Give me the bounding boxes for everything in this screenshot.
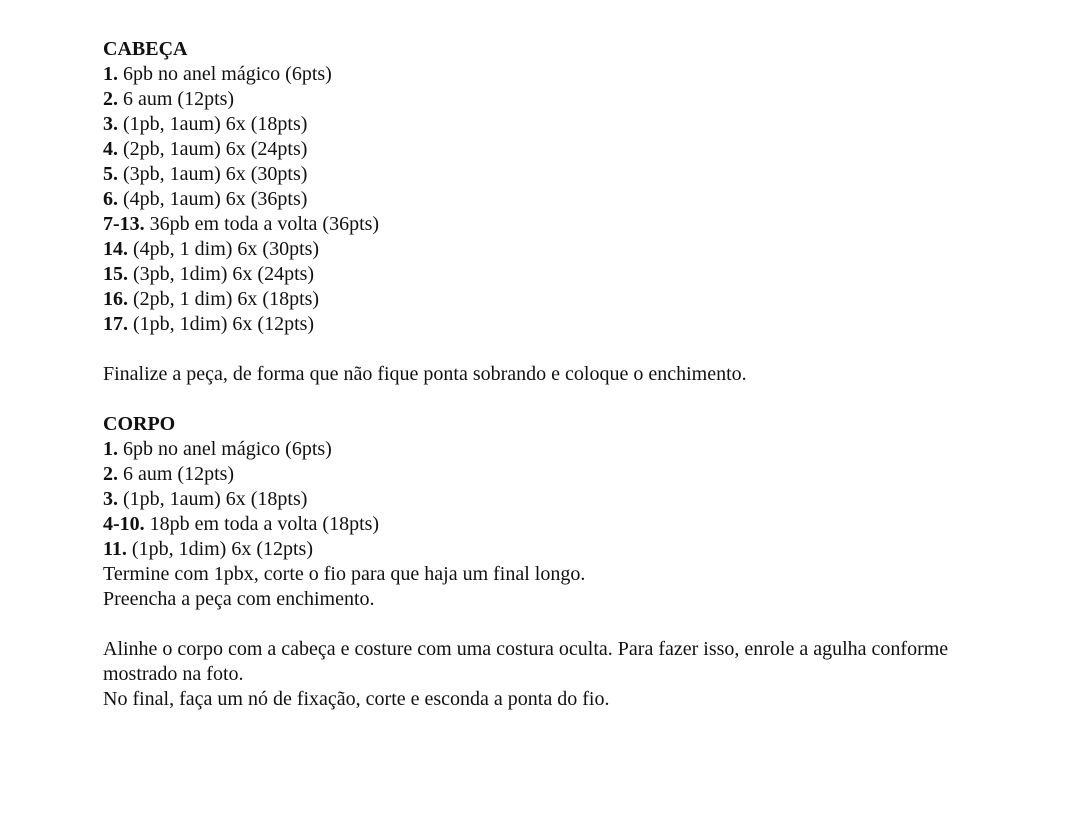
corpo-round-3 [103,487,1003,512]
corpo-round-11 [103,537,1003,562]
round-instruction: 6 aum (12pts) [118,88,235,110]
spacer [103,387,1003,412]
round-instruction: (2pb, 1aum) 6x (24pts) [118,138,308,160]
cabeca-round-17 [103,312,1003,337]
round-number: 2. [103,463,118,485]
round-number: 4-10. [103,513,145,535]
round-number: 7-13. [103,213,145,235]
round-instruction: 36pb em toda a volta (36pts) [144,213,380,235]
round-instruction: (2pb, 1 dim) 6x (18pts) [128,288,320,310]
round-number: 1. [103,438,118,460]
corpo-note-finish: Termine com 1pbx, corte o fio para que haja um final longo. [103,563,586,585]
corpo-round-2 [103,462,1003,487]
cabeca-round-2 [103,87,1003,112]
cabeca-round-1 [103,62,1003,87]
corpo-note-stuffing: Preencha a peça com enchimento. [103,588,375,610]
round-instruction: 6pb no anel mágico (6pts) [118,63,332,85]
round-number: 3. [103,488,118,510]
corpo-round-1 [103,437,1003,462]
round-instruction: 6 aum (12pts) [118,463,235,485]
round-instruction: (1pb, 1dim) 6x (12pts) [128,313,315,335]
assembly-final-note: No final, faça um nó de fixação, corte e esconda a ponta do fio. [103,688,610,710]
spacer [103,612,1003,637]
cabeca-round-14 [103,237,1003,262]
round-number: 11. [103,538,127,560]
round-number: 1. [103,63,118,85]
corpo-round-4-10 [103,512,1003,537]
round-instruction: 18pb em toda a volta (18pts) [144,513,380,535]
cabeca-round-5 [103,162,1003,187]
round-instruction: (3pb, 1dim) 6x (24pts) [128,263,315,285]
round-instruction: (3pb, 1aum) 6x (30pts) [118,163,308,185]
round-number: 14. [103,238,128,260]
round-instruction: (1pb, 1aum) 6x (18pts) [118,113,308,135]
round-number: 5. [103,163,118,185]
cabeca-round-16 [103,287,1003,312]
spacer [103,337,1003,362]
cabeca-finish-note: Finalize a peça, de forma que não fique ponta sobrando e coloque o enchimento. [103,363,747,385]
section-title-corpo: CORPO [103,413,176,435]
round-instruction: 6pb no anel mágico (6pts) [118,438,332,460]
round-number: 17. [103,313,128,335]
cabeca-round-7-13 [103,212,1003,237]
round-instruction: (1pb, 1dim) 6x (12pts) [126,538,313,560]
cabeca-round-6 [103,187,1003,212]
cabeca-round-15 [103,262,1003,287]
round-number: 15. [103,263,128,285]
pattern-document [103,37,1003,712]
round-number: 3. [103,113,118,135]
section-title-cabeca: CABEÇA [103,38,188,60]
assembly-instruction: Alinhe o corpo com a cabeça e costure com uma costura oculta. Para fazer isso, enrole a agulha conforme mostrado na foto. [103,638,949,685]
round-instruction: (4pb, 1aum) 6x (36pts) [118,188,308,210]
round-number: 4. [103,138,118,160]
cabeca-round-3 [103,112,1003,137]
round-number: 16. [103,288,128,310]
round-number: 6. [103,188,118,210]
round-instruction: (1pb, 1aum) 6x (18pts) [118,488,308,510]
round-instruction: (4pb, 1 dim) 6x (30pts) [128,238,320,260]
cabeca-round-4 [103,137,1003,162]
round-number: 2. [103,88,118,110]
